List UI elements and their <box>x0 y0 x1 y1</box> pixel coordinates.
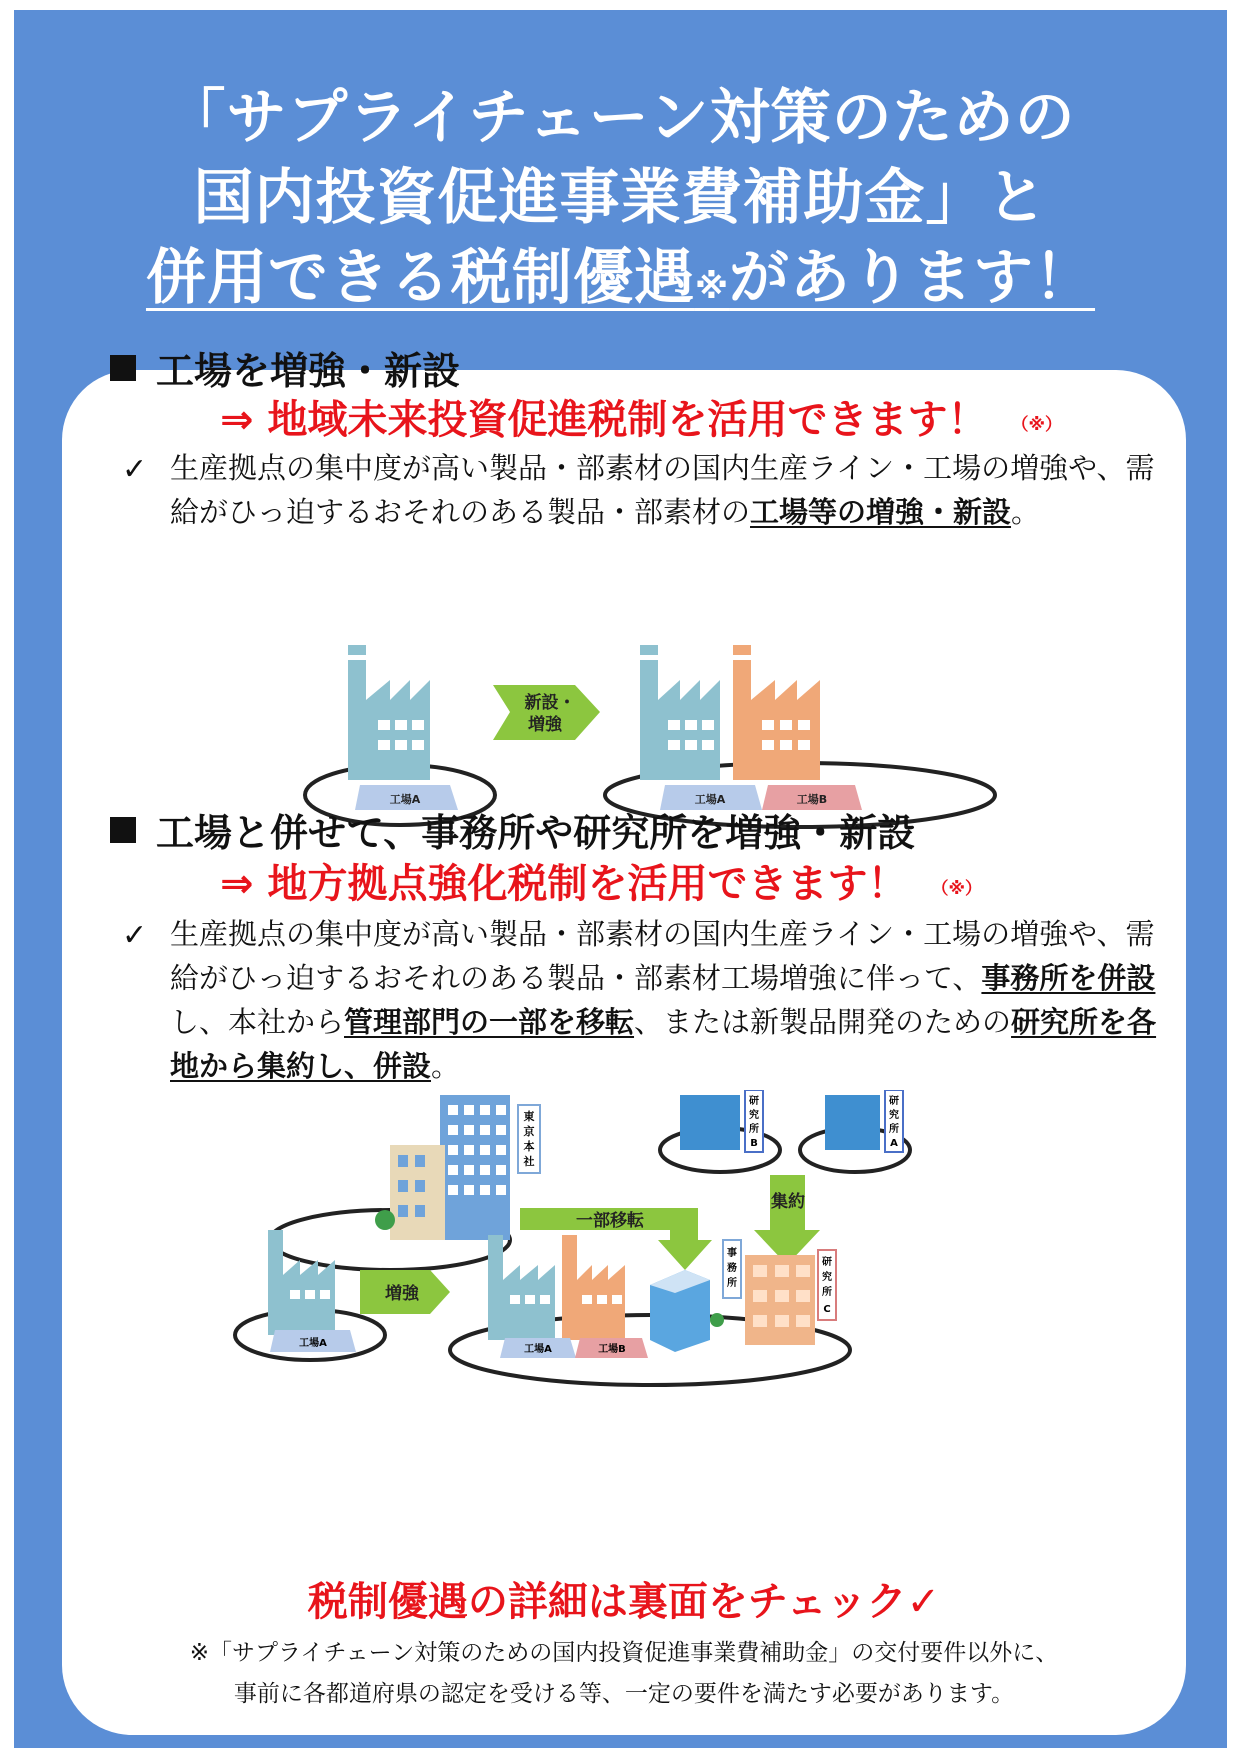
section2-text-c: 、または新製品開発のための <box>634 1005 1012 1039</box>
after-factory-a-label: 工場A <box>694 793 726 806</box>
section2-subtitle: ⇒ 地方拠点強化税制を活用できます！ <box>220 861 908 907</box>
section2-text-b: し、本社から <box>170 1005 345 1039</box>
section1-title: 工場を増強・新設 <box>156 349 461 393</box>
section1-subtitle: ⇒ 地域未来投資促進税制を活用できます！ <box>220 397 988 443</box>
square-bullet-icon <box>110 817 136 843</box>
section2-subtitle-wrap <box>220 852 982 909</box>
lab-b-building-icon <box>680 1095 740 1150</box>
factory-ab-site-after <box>605 645 995 827</box>
section1-text-a: 生産拠点の集中度が高い製品・部素材の国内生産ライン・工場の増強や、需給がひっ迫するおそれのある製品・部素材の <box>170 451 1155 529</box>
footnote-line-1: ※「サプライチェーン対策のための国内投資促進事業費補助金」の交付要件以外に、 <box>189 1640 1059 1666</box>
section2-body <box>170 912 1160 1088</box>
svg-text:所: 所 <box>749 1124 759 1135</box>
section1-heading <box>110 340 460 395</box>
consolidate-label: 集約 <box>771 1192 805 1212</box>
factory-a-icon <box>640 645 720 780</box>
enhance-label: 増強 <box>385 1284 419 1304</box>
section2-text-a: 生産拠点の集中度が高い製品・部素材の国内生産ライン・工場の増強や、需給がひっ迫するおそれのある製品・部素材工場増強に伴って、 <box>170 917 1155 995</box>
svg-text:務: 務 <box>727 1263 737 1274</box>
section2-heading <box>110 802 915 857</box>
section1-body <box>170 446 1160 534</box>
lab-b-site <box>660 1090 780 1172</box>
svg-text:究: 究 <box>749 1110 759 1121</box>
svg-text:研: 研 <box>822 1257 832 1268</box>
main-factory-b-label: 工場B <box>598 1344 626 1355</box>
transfer-arrow <box>520 1208 712 1270</box>
svg-text:研: 研 <box>749 1096 759 1107</box>
arrow-label-1: 新設・ <box>524 693 576 713</box>
factory-a-label: 工場A <box>389 793 421 806</box>
section1-text-b: 。 <box>1011 495 1041 529</box>
hq-label-4: 社 <box>523 1155 535 1168</box>
section2-text-u3: 研究所を各地から集約し、併設 <box>170 1005 1157 1083</box>
enhance-arrow <box>360 1270 450 1314</box>
hq-label-1: 東 <box>523 1110 535 1123</box>
title-line-2: 国内投資促進事業費補助金」と <box>193 163 1048 233</box>
lab-c-building-icon <box>745 1255 815 1345</box>
title-note-mark: ※ <box>694 267 730 307</box>
svg-text:研: 研 <box>889 1096 899 1107</box>
title-line-3 <box>14 238 1227 327</box>
after-factory-b-label: 工場B <box>796 793 828 806</box>
footnote <box>62 1633 1186 1715</box>
section1-subtitle-wrap <box>220 388 1062 445</box>
section2-ref: （※） <box>931 878 982 899</box>
hq-label-3: 本 <box>523 1140 535 1153</box>
factory-b-icon <box>733 645 820 780</box>
title-line-1: 「サプライチェーン対策のための <box>165 83 1076 153</box>
section2-title: 工場と併せて、事務所や研究所を増強・新設 <box>156 811 916 855</box>
square-bullet-icon <box>110 355 136 381</box>
footnote-line-2: 事前に各都道府県の認定を受ける等、一定の要件を満たす必要があります。 <box>233 1681 1015 1707</box>
transfer-label: 一部移転 <box>576 1211 644 1231</box>
svg-text:究: 究 <box>889 1110 899 1121</box>
consolidate-arrow <box>754 1175 820 1265</box>
section2-text-u2: 管理部門の一部を移転 <box>344 1005 635 1039</box>
cta-check-back: 税制優遇の詳細は裏面をチェック✓ <box>307 1579 941 1625</box>
tree-icon <box>375 1210 395 1230</box>
check-icon: ✓ <box>122 918 148 953</box>
left-factory-a-label: 工場A <box>299 1338 327 1349</box>
office-building-icon <box>650 1270 710 1352</box>
svg-text:所: 所 <box>889 1124 899 1135</box>
section1-text-underlined: 工場等の増強・新設 <box>750 495 1012 529</box>
hq-label-2: 京 <box>523 1125 535 1138</box>
svg-text:所: 所 <box>727 1278 737 1289</box>
main-site <box>450 1235 850 1385</box>
svg-text:A: A <box>890 1138 898 1149</box>
svg-text:事: 事 <box>727 1248 737 1259</box>
svg-text:究: 究 <box>822 1272 832 1283</box>
main-factory-a-label: 工場A <box>524 1344 552 1355</box>
svg-text:B: B <box>750 1138 758 1149</box>
title-line-3-end: があります！ <box>729 243 1096 313</box>
title-line-3-main: 併用できる税制優遇 <box>145 243 695 313</box>
section2-text-d: 。 <box>431 1049 461 1083</box>
lab-a-building-icon <box>825 1095 880 1150</box>
check-icon: ✓ <box>122 452 148 487</box>
lab-a-site <box>800 1090 910 1172</box>
section2-text-u1: 事務所を併設 <box>981 961 1156 995</box>
svg-text:所: 所 <box>822 1287 832 1298</box>
svg-text:C: C <box>823 1304 831 1315</box>
page-title <box>14 78 1227 327</box>
factory-a-icon <box>348 645 430 780</box>
section1-ref: （※） <box>1011 414 1062 435</box>
arrow-label-2: 増強 <box>528 715 562 735</box>
diagram-office-lab <box>230 1090 1010 1530</box>
new-enhance-arrow <box>493 685 600 740</box>
factory-a-site-before <box>305 645 495 825</box>
